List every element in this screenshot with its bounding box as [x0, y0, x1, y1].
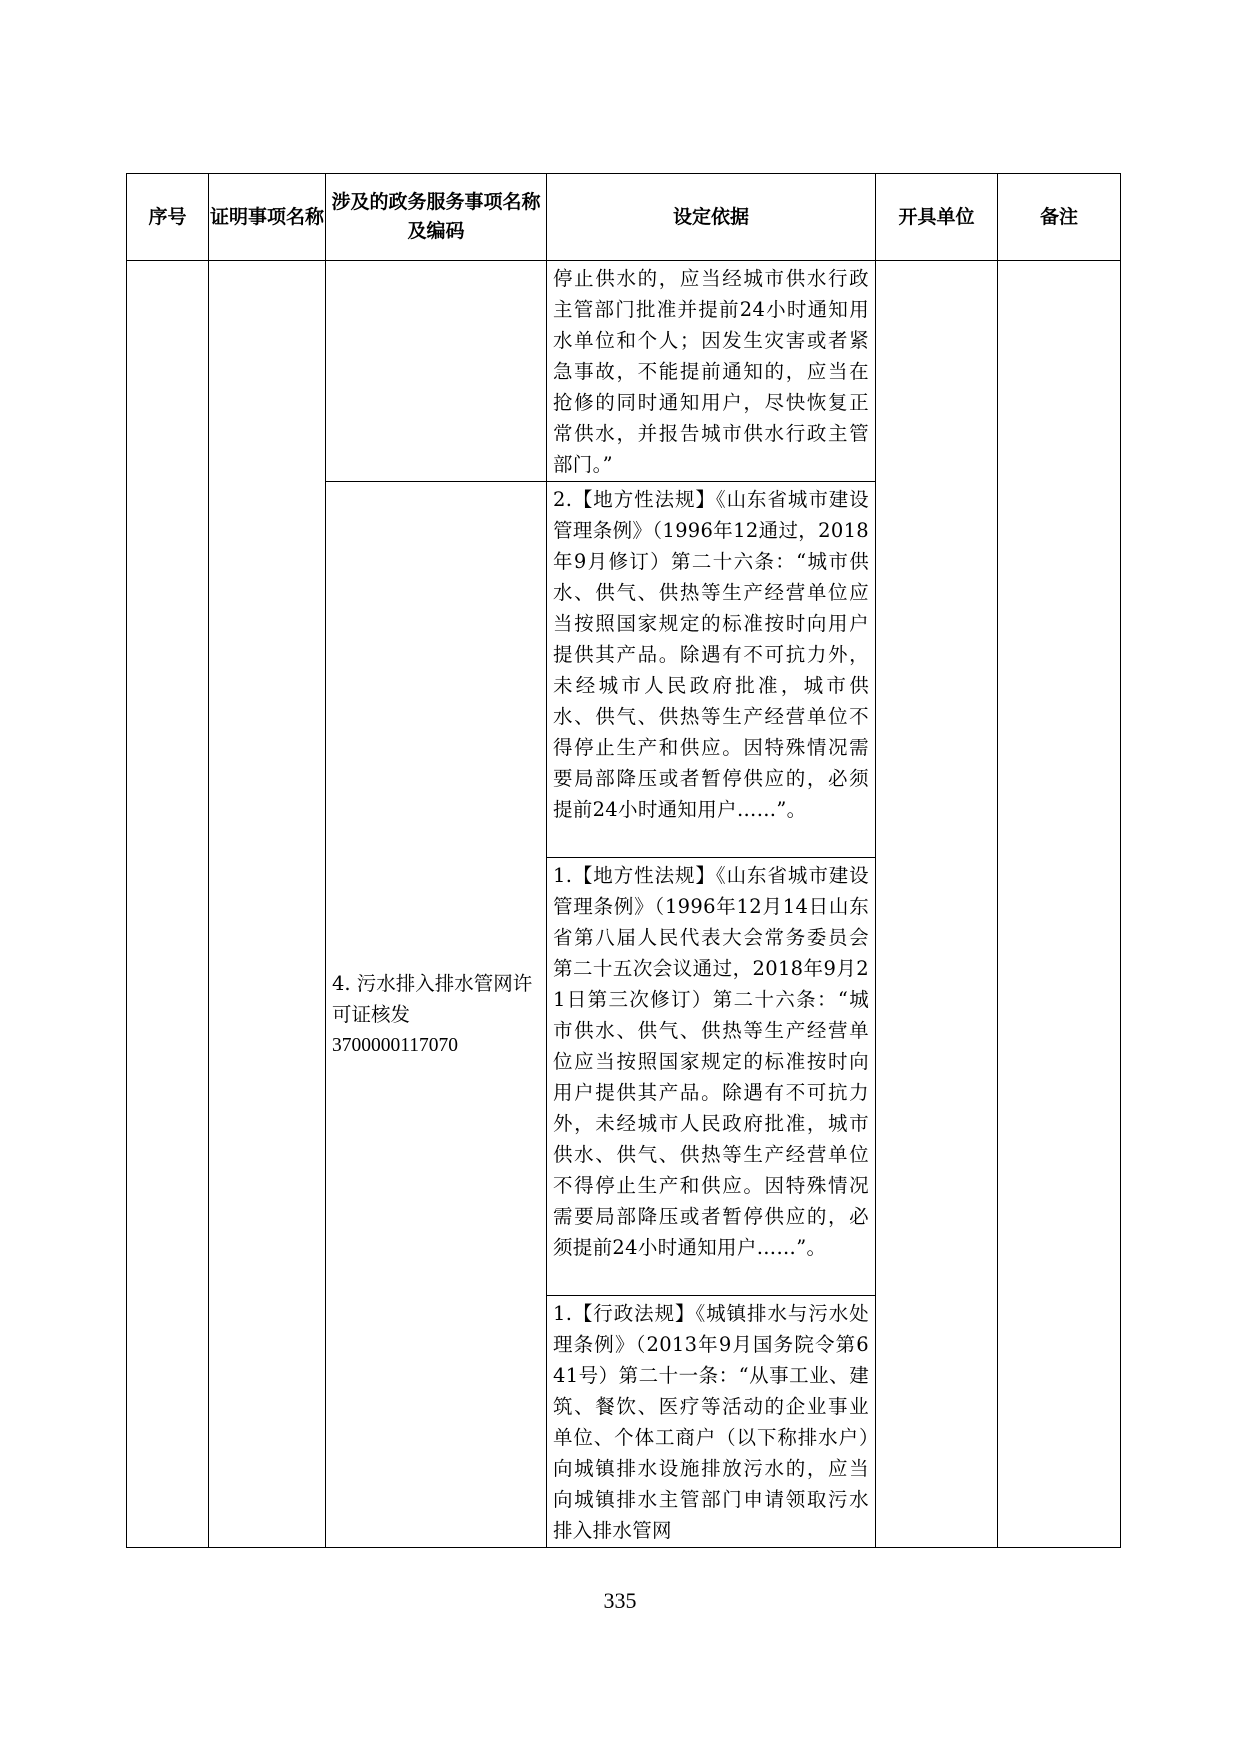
- header-service: 涉及的政务服务事项名称及编码: [326, 174, 547, 261]
- service-item-code: 3700000117070: [332, 1035, 459, 1056]
- header-issuer: 开具单位: [876, 174, 998, 261]
- header-seq: 序号: [127, 174, 209, 261]
- service-item-name: 4. 污水排入排水管网许可证核发: [332, 972, 533, 1026]
- table-row: [127, 261, 1121, 482]
- header-remark: 备注: [998, 174, 1121, 261]
- seq-cell: [127, 261, 209, 1548]
- header-row: [127, 174, 1121, 261]
- document-table: [126, 173, 1121, 1548]
- header-cert-name: 证明事项名称: [209, 174, 326, 261]
- remark-cell: [998, 261, 1121, 1548]
- basis-cell: 1.【地方性法规】《山东省城市建设管理条例》（1996年12月14日山东省第八届人民代表大会常务委员会第二十五次会议通过，2018年9月21日第三次修订）第二十六条：“城市供水、供气、供热等生产经营单位应当按照国家规定的标准按时向用户提供其产品。除遇有不可抗力外，未经城市人民政府批准，城市供水、供气、供热等生产经营单位不得停止生产和供应。因特殊情况需要局部降压或者暂停供应的，必须提前24小时通知用户……”。: [547, 858, 876, 1296]
- service-item-cell: [326, 482, 547, 1548]
- issuer-cell: [876, 261, 998, 1548]
- page-number: 335: [603, 1588, 637, 1613]
- header-basis: 设定依据: [547, 174, 876, 261]
- basis-cell: 2.【地方性法规】《山东省城市建设管理条例》（1996年12通过，2018年9月修订）第二十六条：“城市供水、供气、供热等生产经营单位应当按照国家规定的标准按时向用户提供其产品。除遇有不可抗力外，未经城市人民政府批准，城市供水、供气、供热等生产经营单位不得停止生产和供应。因特殊情况需要局部降压或者暂停供应的，必须提前24小时通知用户……”。: [547, 482, 876, 858]
- basis-cell: 1.【行政法规】《城镇排水与污水处理条例》（2013年9月国务院令第641号）第二十一条：“从事工业、建筑、餐饮、医疗等活动的企业事业单位、个体工商户（以下称排水户）向城镇排水设施排放污水的，应当向城镇排水主管部门申请领取污水排入排水管网: [547, 1296, 876, 1548]
- service-cell-continued: [326, 261, 547, 482]
- cert-name-cell: [209, 261, 326, 1548]
- basis-cell: 停止供水的，应当经城市供水行政主管部门批准并提前24小时通知用水单位和个人；因发生灾害或者紧急事故，不能提前通知的，应当在抢修的同时通知用户，尽快恢复正常供水，并报告城市供水行政主管部门。”: [547, 261, 876, 482]
